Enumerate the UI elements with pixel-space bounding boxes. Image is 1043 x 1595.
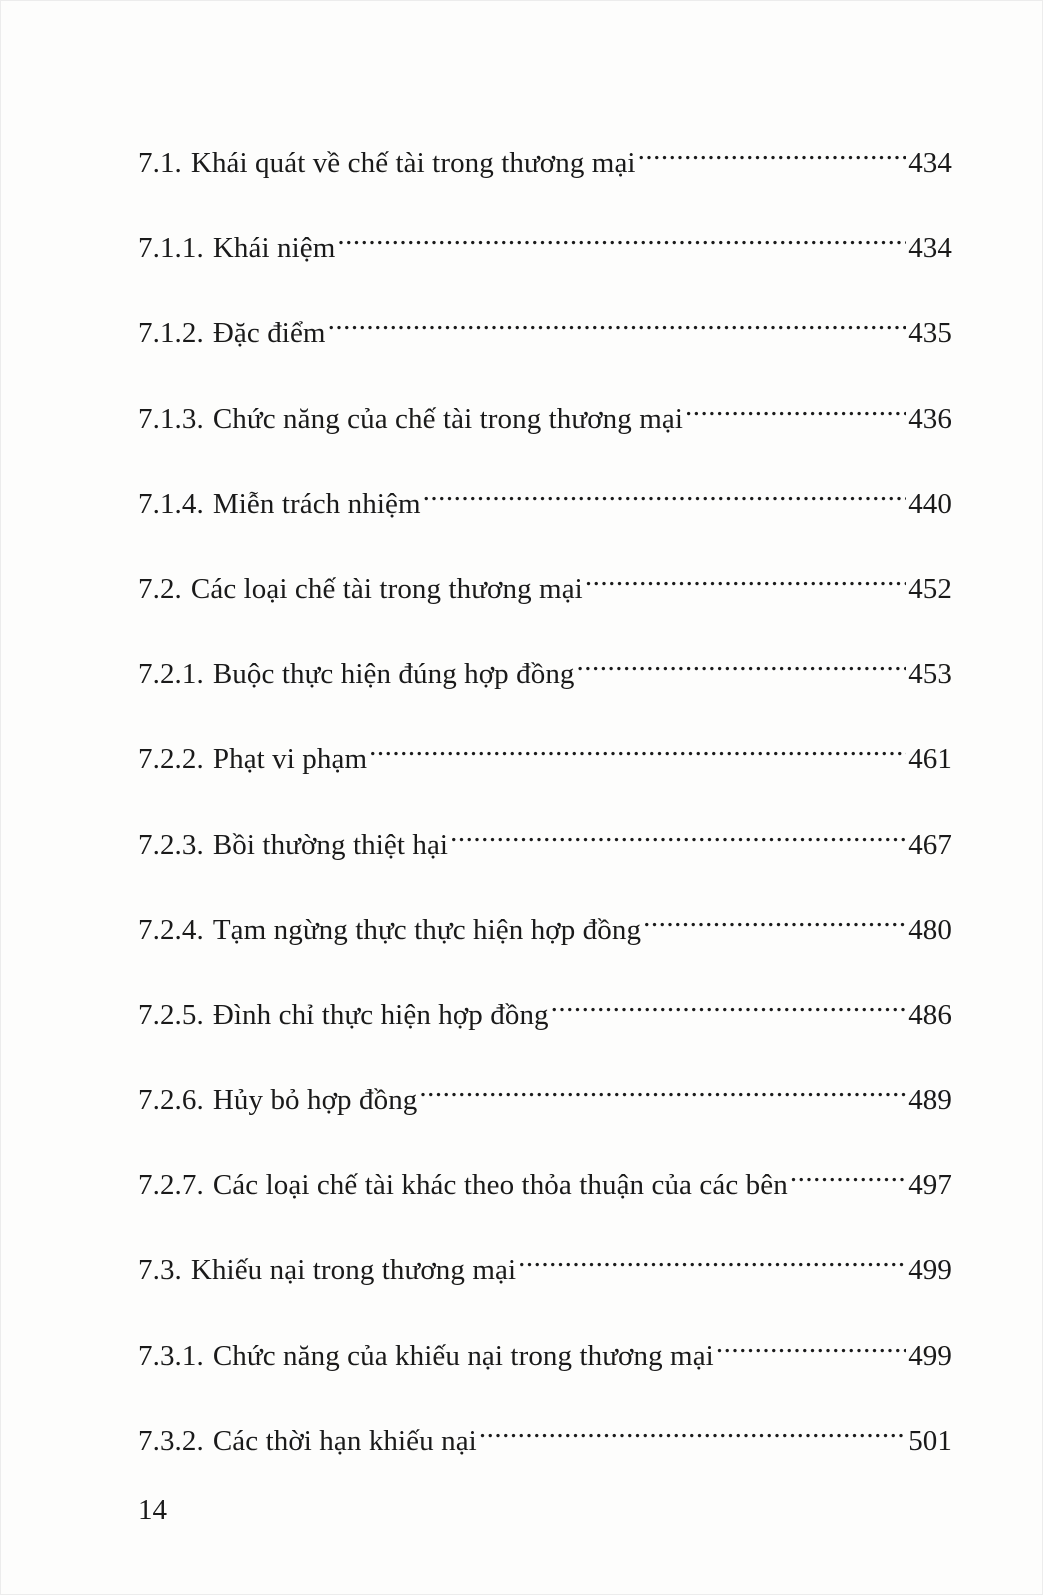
toc-entry-title: Đình chỉ thực hiện hợp đồng	[212, 998, 549, 1031]
toc-entry	[138, 298, 952, 383]
toc-dot-leader	[328, 298, 907, 342]
toc-entry-number: 7.1.3.	[138, 402, 204, 435]
toc-entry-title: Khái niệm	[212, 232, 336, 265]
toc-entry-title: Đặc điểm	[212, 317, 326, 350]
toc-entry	[138, 1065, 952, 1150]
toc-entry-page: 436	[908, 402, 952, 435]
toc-entry	[138, 980, 952, 1065]
toc-entry-number: 7.1.4.	[138, 487, 204, 520]
toc-entry-title: Các loại chế tài trong thương mại	[190, 572, 583, 605]
toc-dot-leader	[685, 384, 906, 428]
toc-entry-page: 497	[908, 1169, 952, 1202]
table-of-contents	[138, 128, 952, 1491]
toc-entry-number: 7.2.	[138, 572, 182, 605]
toc-entry	[138, 810, 952, 895]
toc-entry-page: 486	[908, 998, 952, 1031]
toc-entry-number: 7.1.2.	[138, 317, 204, 350]
toc-dot-leader	[337, 213, 906, 257]
toc-entry-page: 489	[908, 1084, 952, 1117]
toc-entry	[138, 639, 952, 724]
toc-entry-number: 7.2.3.	[138, 828, 204, 861]
toc-entry-title: Miễn trách nhiệm	[212, 487, 421, 520]
toc-entry-title: Hủy bỏ hợp đồng	[212, 1084, 418, 1117]
toc-entry-number: 7.2.4.	[138, 913, 204, 946]
toc-entry-title: Tạm ngừng thực thực hiện hợp đồng	[212, 913, 642, 946]
toc-entry-title: Buộc thực hiện đúng hợp đồng	[212, 658, 575, 691]
toc-entry	[138, 1406, 952, 1491]
toc-entry-number: 7.1.	[138, 147, 182, 179]
toc-entry-page: 452	[908, 572, 952, 605]
toc-entry-number: 7.2.6.	[138, 1084, 204, 1117]
toc-entry-title: Chức năng của chế tài trong thương mại	[212, 402, 683, 435]
toc-entry-number: 7.2.1.	[138, 658, 204, 691]
toc-entry-page: 461	[908, 743, 952, 776]
toc-dot-leader	[577, 639, 907, 683]
toc-entry-page: 467	[908, 828, 952, 861]
toc-entry-page: 435	[908, 317, 952, 350]
toc-dot-leader	[638, 128, 907, 172]
toc-entry	[138, 384, 952, 469]
toc-entry	[138, 554, 952, 639]
toc-entry-number: 7.3.2.	[138, 1424, 204, 1457]
toc-entry	[138, 1321, 952, 1406]
toc-dot-leader	[585, 554, 906, 598]
toc-entry-number: 7.2.7.	[138, 1169, 204, 1202]
toc-dot-leader	[790, 1150, 906, 1194]
toc-entry-number: 7.2.2.	[138, 743, 204, 776]
toc-entry	[138, 469, 952, 554]
toc-entry-page: 453	[908, 658, 952, 691]
toc-entry	[138, 213, 952, 298]
toc-dot-leader	[479, 1406, 906, 1450]
toc-entry	[138, 1150, 952, 1235]
toc-dot-leader	[551, 980, 907, 1024]
toc-entry-number: 7.3.1.	[138, 1339, 204, 1372]
toc-entry	[138, 895, 952, 980]
toc-entry-title: Chức năng của khiếu nại trong thương mại	[212, 1339, 714, 1372]
toc-entry	[138, 1235, 952, 1320]
toc-dot-leader	[518, 1235, 906, 1279]
toc-entry-title: Các thời hạn khiếu nại	[212, 1424, 477, 1457]
toc-entry	[138, 724, 952, 809]
toc-entry	[138, 128, 952, 213]
toc-dot-leader	[450, 810, 906, 854]
toc-entry-title: Bồi thường thiệt hại	[212, 828, 449, 861]
toc-dot-leader	[423, 469, 907, 513]
toc-entry-page: 480	[908, 913, 952, 946]
toc-entry-page: 499	[908, 1254, 952, 1287]
toc-entry-title: Khiếu nại trong thương mại	[190, 1254, 517, 1287]
page-number: 14	[138, 1494, 167, 1526]
toc-dot-leader	[369, 724, 906, 768]
toc-dot-leader	[716, 1321, 906, 1365]
toc-dot-leader	[643, 895, 906, 939]
toc-entry-title: Phạt vi phạm	[212, 743, 368, 776]
toc-dot-leader	[419, 1065, 906, 1109]
toc-entry-page: 499	[908, 1339, 952, 1372]
toc-entry-number: 7.2.5.	[138, 998, 204, 1031]
toc-entry-page: 434	[908, 232, 952, 265]
toc-entry-page: 501	[908, 1424, 952, 1457]
toc-entry-number: 7.1.1.	[138, 232, 204, 265]
toc-entry-number: 7.3.	[138, 1254, 182, 1287]
toc-entry-page: 434	[908, 147, 952, 179]
toc-entry-title: Các loại chế tài khác theo thỏa thuận của các bên	[212, 1169, 788, 1202]
toc-entry-title: Khái quát về chế tài trong thương mại	[190, 147, 636, 179]
toc-entry-page: 440	[908, 487, 952, 520]
